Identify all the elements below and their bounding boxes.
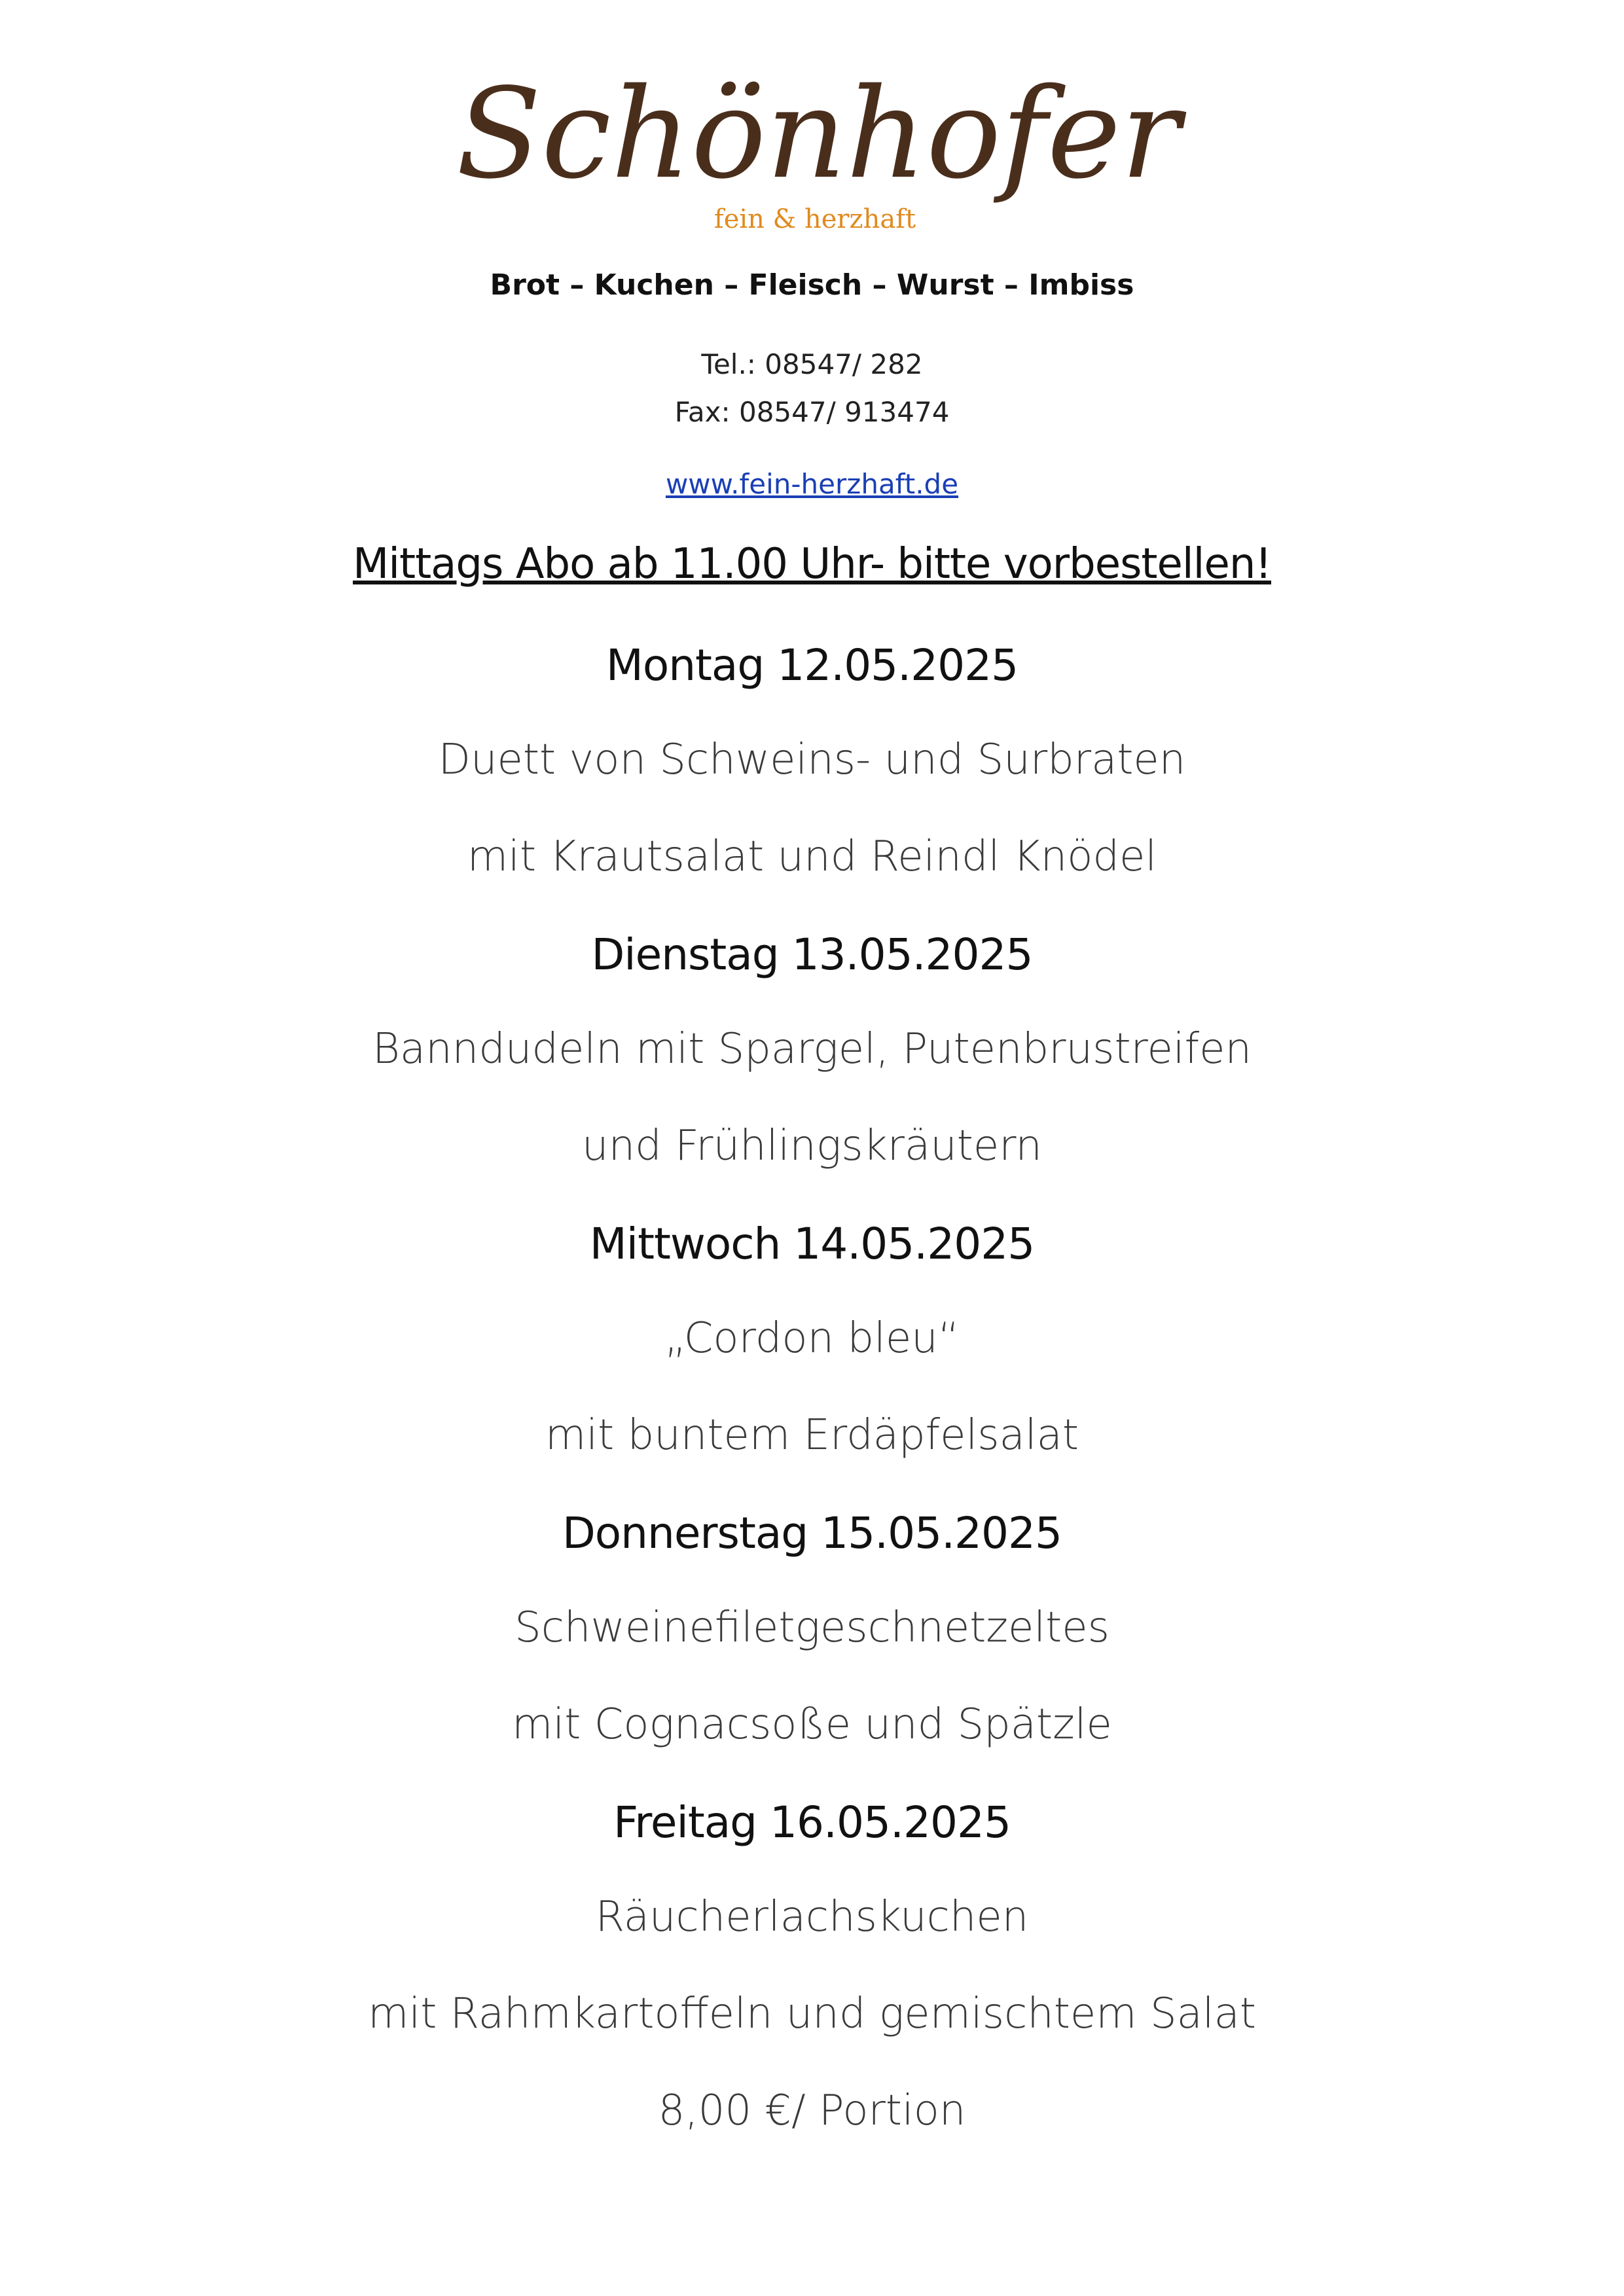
day-heading-monday: Montag 12.05.2025: [605, 640, 1019, 691]
brand-logo: [456, 52, 1181, 249]
dish-line: mit Rahmkartoffeln und gemischtem Salat: [368, 1990, 1256, 2038]
day-heading-wednesday: Mittwoch 14.05.2025: [589, 1219, 1035, 1269]
dish-line: Räucherlachskuchen: [595, 1893, 1029, 1941]
day-heading-thursday: Donnerstag 15.05.2025: [562, 1508, 1062, 1558]
fax-number: Fax: 08547/ 913474: [674, 396, 950, 428]
dish-line: und Frühlingskräutern: [582, 1122, 1042, 1170]
website-link[interactable]: www.fein-herzhaft.de: [665, 468, 959, 500]
dish-line: mit Cognacsoße und Spätzle: [512, 1700, 1112, 1749]
dish-line: Duett von Schweins- und Surbraten: [438, 736, 1186, 784]
menu-title: Mittags Abo ab 11.00 Uhr- bitte vorbestellen!: [352, 540, 1272, 588]
website-line: [0, 468, 1624, 500]
brand-name: Schönhofer: [456, 62, 1181, 206]
dish-line: „Cordon bleu“: [664, 1314, 960, 1363]
dish-line: mit Krautsalat und Reindl Knödel: [467, 833, 1157, 881]
dish-line: Banndudeln mit Spargel, Putenbrustreifen: [372, 1025, 1252, 1073]
dish-line: Schweinefiletgeschnetzeltes: [514, 1604, 1110, 1652]
day-heading-tuesday: Dienstag 13.05.2025: [591, 929, 1033, 980]
day-heading-friday: Freitag 16.05.2025: [613, 1797, 1011, 1848]
price-per-portion: 8,00 €/ Portion: [658, 2087, 966, 2135]
dish-line: mit buntem Erdäpfelsalat: [545, 1411, 1079, 1460]
shop-tagline: Brot – Kuchen – Fleisch – Wurst – Imbiss: [490, 268, 1134, 302]
brand-subtitle: fein & herzhaft: [713, 204, 916, 234]
phone-number: Tel.: 08547/ 282: [701, 348, 923, 380]
